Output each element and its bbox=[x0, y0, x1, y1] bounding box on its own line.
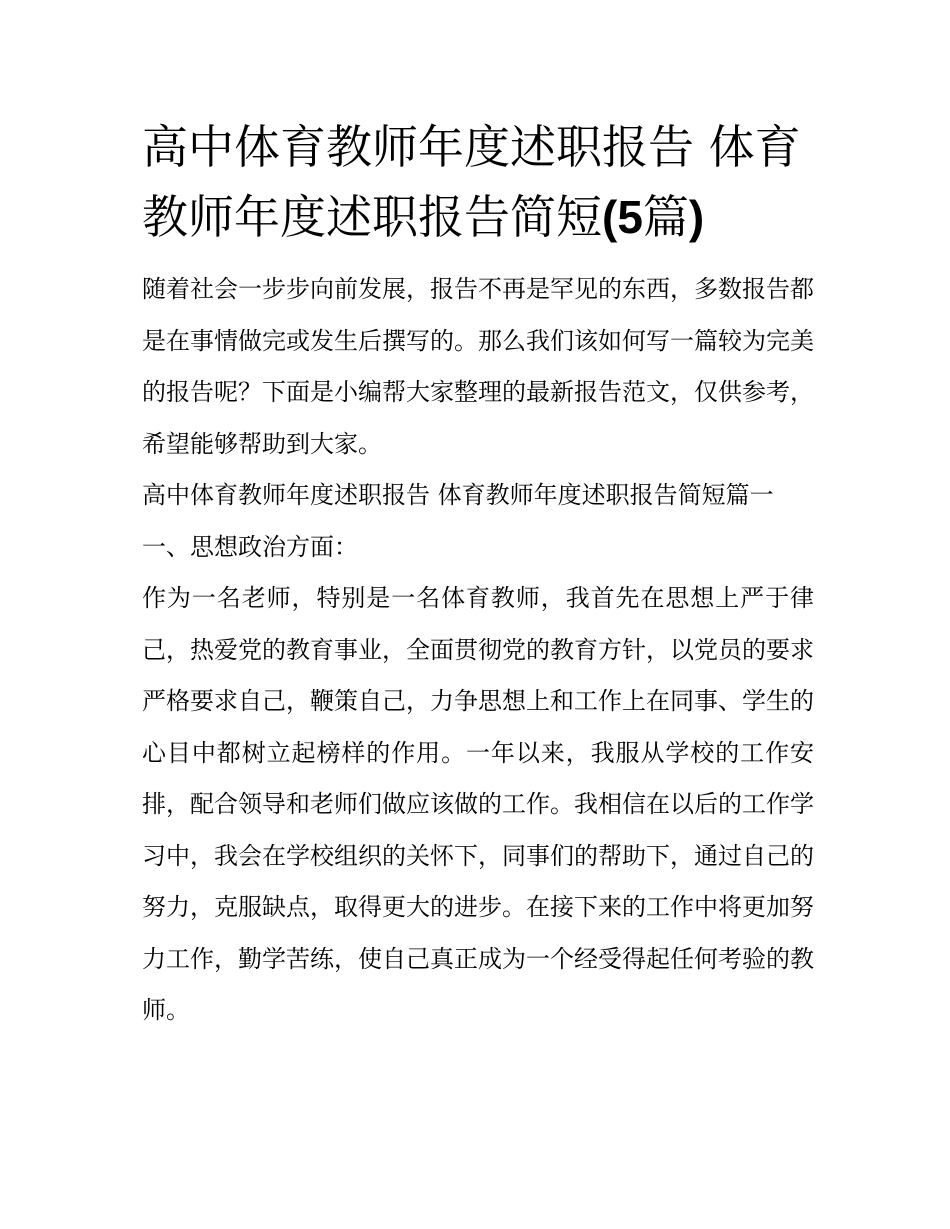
title-count-open: (5 bbox=[602, 191, 643, 243]
section-heading: 高中体育教师年度述职报告 体育教师年度述职报告简短篇一 bbox=[142, 481, 774, 509]
document-page bbox=[142, 112, 814, 1037]
title-count-close: ) bbox=[688, 191, 705, 243]
title-count-unit: 篇 bbox=[642, 190, 689, 244]
title-main-text: 高中体育教师年度述职报告 体育教师年度述职报告简短 bbox=[142, 120, 801, 244]
document-body bbox=[142, 264, 814, 1037]
document-title bbox=[142, 112, 814, 252]
subsection-heading: 一、思想政治方面： bbox=[142, 532, 358, 561]
intro-paragraph: 随着社会一步步向前发展，报告不再是罕见的东西，多数报告都是在事情做完或发生后撰写的。那么我们该如何写一篇较为完美的报告呢？下面是小编帮大家整理的最新报告范文，仅供参考，希望能够帮助到大家。 bbox=[142, 275, 814, 458]
body-paragraph: 作为一名老师，特别是一名体育教师，我首先在思想上严于律己，热爱党的教育事业，全面贯彻党的教育方针，以党员的要求严格要求自己，鞭策自己，力争思想上和工作上在同事、学生的心目中都树立起榜样的作用。一年以来，我服从学校的工作安排，配合领导和老师们做应该做的工作。我相信在以后的工作学习中，我会在学校组织的关怀下，同事们的帮助下，通过自己的努力，克服缺点，取得更大的进步。在接下来的工作中将更加努力工作，勤学苦练，使自己真正成为一个经受得起任何考验的教师。 bbox=[142, 584, 814, 1024]
